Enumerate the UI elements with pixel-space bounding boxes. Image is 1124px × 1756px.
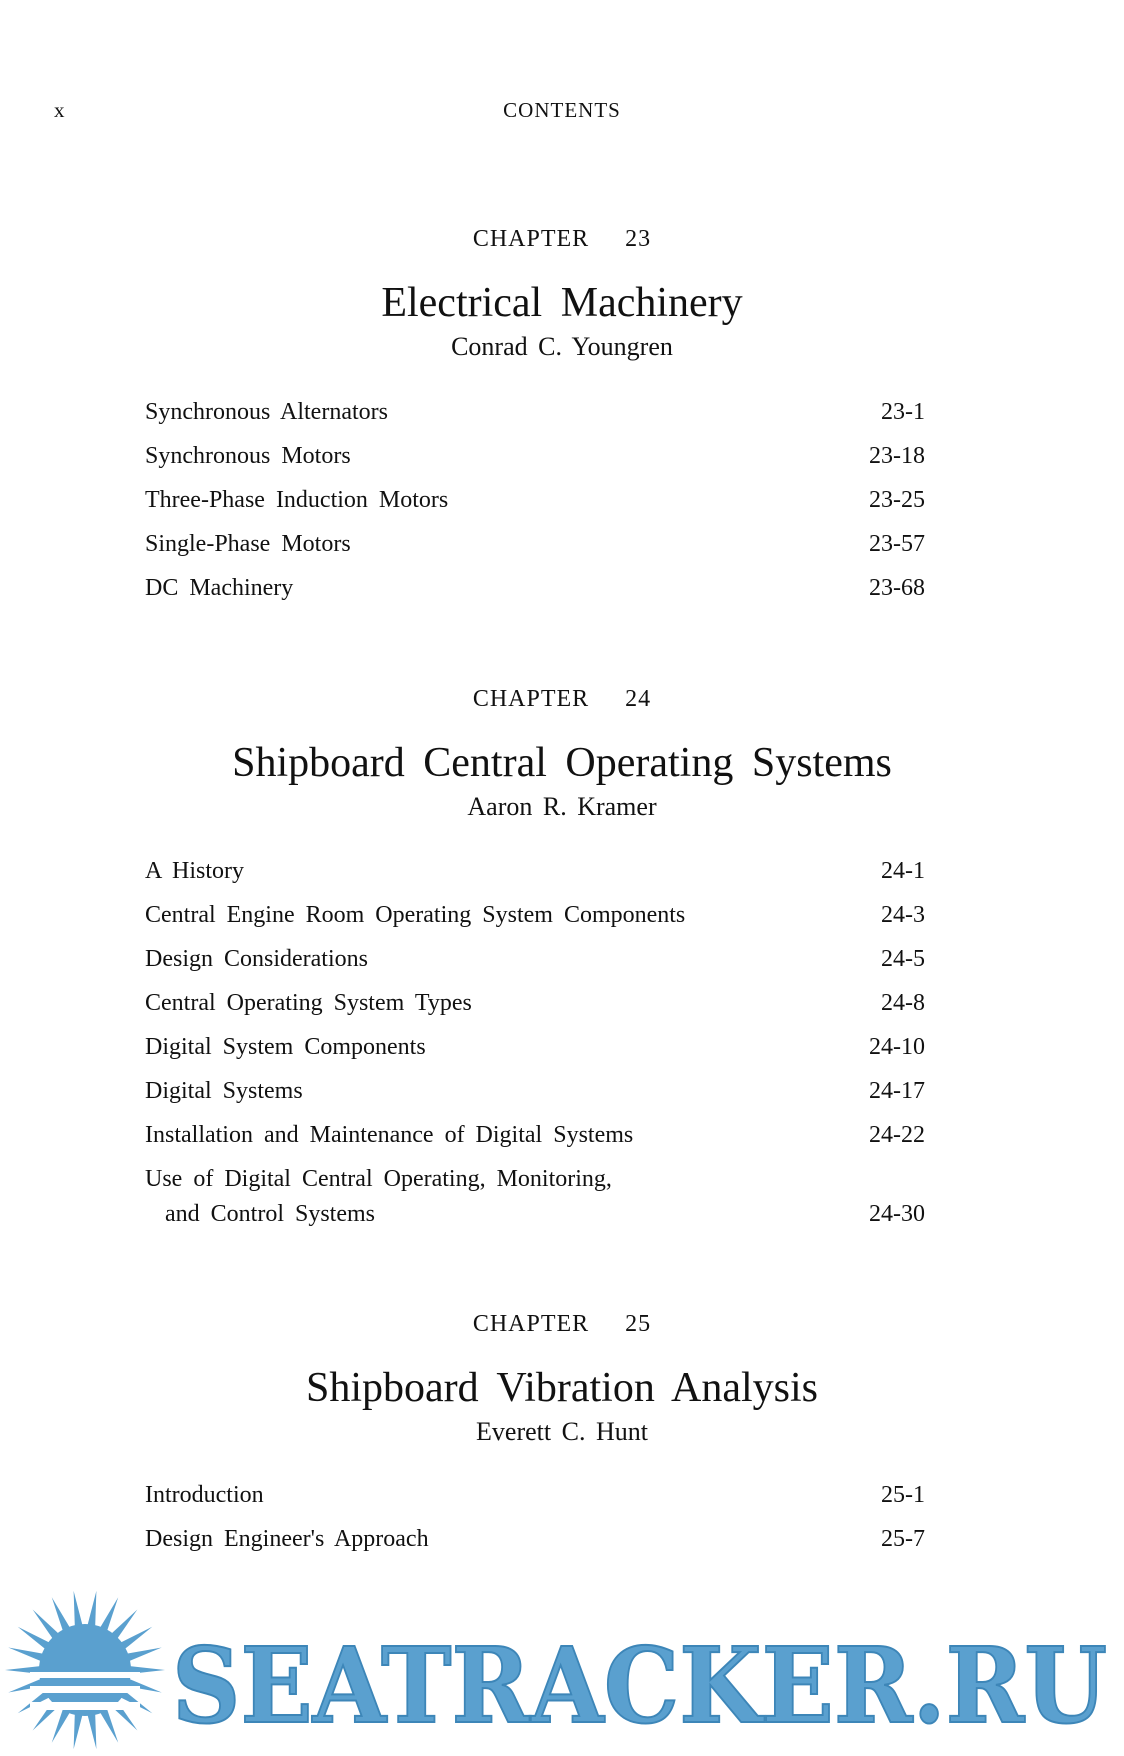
chapter-word: CHAPTER bbox=[472, 226, 590, 252]
chapter-number: 23 bbox=[625, 226, 652, 252]
sun-logo-icon bbox=[5, 1591, 165, 1749]
toc-entry-title-continued: and Control Systems bbox=[165, 1201, 376, 1227]
chapter-title: Electrical Machinery bbox=[381, 280, 743, 326]
chapter-label bbox=[0, 226, 1124, 256]
chapter-author: Everett C. Hunt bbox=[476, 1417, 648, 1446]
toc-entry-title: Single-Phase Motors bbox=[145, 531, 351, 557]
toc-entry-page: 23-68 bbox=[869, 575, 925, 601]
toc-entry-page: 24-3 bbox=[881, 902, 925, 928]
sun-ray bbox=[100, 1597, 119, 1632]
toc-entry bbox=[145, 856, 925, 900]
toc-entry-title: Installation and Maintenance of Digital Systems bbox=[145, 1122, 634, 1148]
toc-entry bbox=[145, 1524, 925, 1568]
sun-ray bbox=[120, 1627, 153, 1650]
toc-entry-page: 24-17 bbox=[869, 1078, 925, 1104]
sun-ray bbox=[100, 1708, 119, 1743]
toc-entry bbox=[145, 573, 925, 617]
sun-ray bbox=[33, 1610, 60, 1640]
toc-entry bbox=[145, 485, 925, 529]
toc-entry-title: Central Operating System Types bbox=[145, 990, 472, 1016]
chapter-23-heading bbox=[0, 226, 1124, 364]
toc-entry bbox=[145, 1032, 925, 1076]
toc-entry bbox=[145, 944, 925, 988]
toc-entry bbox=[145, 1120, 925, 1164]
sun-ray bbox=[74, 1713, 83, 1749]
chapter-23-toc bbox=[145, 397, 925, 617]
sun-ray bbox=[111, 1610, 138, 1640]
chapter-word: CHAPTER bbox=[472, 1311, 590, 1337]
chapter-author: Aaron R. Kramer bbox=[467, 792, 657, 821]
toc-entry-title: Design Engineer's Approach bbox=[145, 1526, 429, 1552]
toc-entry-title: DC Machinery bbox=[145, 575, 294, 601]
toc-entry-title: Digital System Components bbox=[145, 1034, 426, 1060]
sun-ray bbox=[74, 1591, 83, 1627]
chapter-author: Conrad C. Youngren bbox=[451, 332, 673, 361]
toc-entry-page: 24-10 bbox=[869, 1034, 925, 1060]
toc-entry-page: 25-7 bbox=[881, 1526, 925, 1552]
toc-entry bbox=[145, 1076, 925, 1120]
toc-entry bbox=[145, 529, 925, 573]
toc-entry bbox=[145, 988, 925, 1032]
toc-entry bbox=[145, 900, 925, 944]
running-head: CONTENTS bbox=[503, 98, 621, 122]
chapter-label bbox=[0, 686, 1124, 716]
toc-entry-title: Synchronous Motors bbox=[145, 443, 351, 469]
toc-entry bbox=[145, 1164, 925, 1236]
watermark-text: SEATRACKER.RU bbox=[172, 1624, 1107, 1747]
toc-entry-page: 23-1 bbox=[881, 399, 925, 425]
toc-entry-title: Design Considerations bbox=[145, 946, 368, 972]
chapter-24-heading bbox=[0, 686, 1124, 824]
chapter-25-heading bbox=[0, 1311, 1124, 1449]
chapter-word: CHAPTER bbox=[472, 686, 590, 712]
chapter-title: Shipboard Central Operating Systems bbox=[232, 740, 892, 786]
chapter-title: Shipboard Vibration Analysis bbox=[305, 1365, 819, 1411]
toc-entry-page: 24-1 bbox=[881, 858, 925, 884]
chapter-number: 25 bbox=[625, 1311, 652, 1337]
toc-entry-page: 23-25 bbox=[869, 487, 925, 513]
sun-ray bbox=[126, 1647, 162, 1661]
toc-entry-title: A History bbox=[145, 858, 245, 884]
chapter-label bbox=[0, 1311, 1124, 1341]
sun-ray bbox=[8, 1647, 44, 1661]
chapter-number: 24 bbox=[625, 686, 652, 712]
toc-entry-page: 23-57 bbox=[869, 531, 925, 557]
toc-entry-title: Digital Systems bbox=[145, 1078, 303, 1104]
sun-ray bbox=[87, 1591, 96, 1627]
toc-entry bbox=[145, 397, 925, 441]
sun-ray bbox=[87, 1713, 96, 1749]
toc-entry-title: Three-Phase Induction Motors bbox=[145, 487, 449, 513]
page-number: x bbox=[54, 98, 65, 122]
toc-entry-page: 25-1 bbox=[881, 1482, 925, 1508]
sun-ray bbox=[18, 1627, 51, 1650]
toc-entry bbox=[145, 441, 925, 485]
sun-ray bbox=[52, 1597, 71, 1632]
toc-entry-page: 24-8 bbox=[881, 990, 925, 1016]
toc-entry-page: 23-18 bbox=[869, 443, 925, 469]
toc-entry-title: Use of Digital Central Operating, Monitoring, bbox=[145, 1166, 612, 1192]
toc-entry-page: 24-30 bbox=[869, 1201, 925, 1227]
toc-entry bbox=[145, 1480, 925, 1524]
chapter-24-toc bbox=[145, 856, 925, 1236]
watermark bbox=[0, 1590, 1124, 1756]
toc-entry-page: 24-22 bbox=[869, 1122, 925, 1148]
toc-entry-page: 24-5 bbox=[881, 946, 925, 972]
chapter-25-toc bbox=[145, 1480, 925, 1568]
toc-entry-title: Central Engine Room Operating System Components bbox=[145, 902, 686, 928]
sun-ray bbox=[52, 1708, 71, 1743]
toc-entry-title: Introduction bbox=[145, 1482, 264, 1508]
toc-entry-title: Synchronous Alternators bbox=[145, 399, 388, 425]
